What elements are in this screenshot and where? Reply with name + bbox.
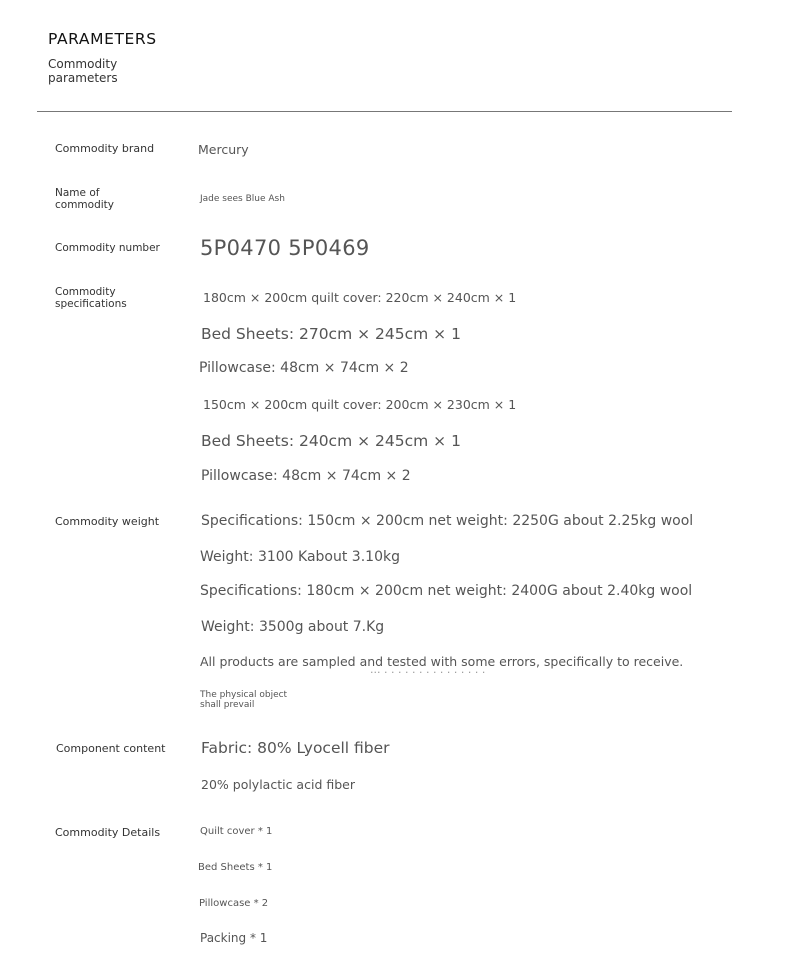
spec-line: Pillowcase: 48cm × 74cm × 2 (201, 468, 411, 484)
component-line: 20% polylactic acid fiber (201, 777, 355, 792)
number-label: Commodity number (55, 242, 160, 254)
weight-note: All products are sampled and tested with some errors, specifically to receive. (200, 654, 684, 669)
weight-note-overflow-container (200, 666, 700, 679)
page-subtitle-line1: Commodity (48, 57, 118, 71)
weight-prevail-line2: shall prevail (200, 700, 255, 710)
name-label-line1: Name of (55, 187, 100, 199)
component-label: Component content (56, 742, 166, 755)
weight-label: Commodity weight (55, 515, 160, 528)
spec-line: 180cm × 200cm quilt cover: 220cm × 240cm × 1 (203, 290, 517, 305)
details-item: Quilt cover * 1 (200, 826, 273, 837)
name-label-line2: commodity (55, 199, 114, 211)
weight-line: Specifications: 180cm × 200cm net weight: 2400G about 2.40kg wool (200, 583, 693, 599)
page-subtitle-line2: parameters (48, 71, 118, 85)
weight-line: Weight: 3100 Kabout 3.10kg (200, 549, 400, 565)
specifications-label (55, 286, 127, 310)
brand-label: Commodity brand (55, 142, 155, 155)
header-divider (37, 111, 732, 112)
details-item: Packing * 1 (200, 931, 268, 945)
spec-line: Pillowcase: 48cm × 74cm × 2 (199, 360, 409, 376)
details-label: Commodity Details (55, 826, 161, 839)
brand-value: Mercury (198, 142, 249, 157)
specifications-label-line2: specifications (55, 298, 127, 310)
weight-line: Specifications: 150cm × 200cm net weight: 2250G about 2.25kg wool (201, 513, 694, 529)
weight-prevail-line1: The physical object (200, 690, 288, 700)
weight-note-overflow: ··· · · · · · · · · · · · · · · · (370, 666, 486, 679)
weight-prevail (200, 690, 287, 710)
details-item: Bed Sheets * 1 (198, 862, 273, 873)
page-subtitle (48, 57, 118, 85)
spec-line: 150cm × 200cm quilt cover: 200cm × 230cm × 1 (203, 397, 517, 412)
spec-line: Bed Sheets: 270cm × 245cm × 1 (201, 325, 461, 343)
specifications-label-line1: Commodity (55, 286, 116, 298)
component-line: Fabric: 80% Lyocell fiber (201, 739, 390, 757)
page-title: PARAMETERS (48, 30, 157, 48)
name-value: Jade sees Blue Ash (200, 194, 285, 204)
weight-line: Weight: 3500g about 7.Kg (201, 619, 385, 635)
details-item: Pillowcase * 2 (199, 898, 269, 909)
number-value: 5P0470 5P0469 (200, 236, 370, 260)
spec-line: Bed Sheets: 240cm × 245cm × 1 (201, 432, 461, 450)
name-label (55, 187, 114, 211)
